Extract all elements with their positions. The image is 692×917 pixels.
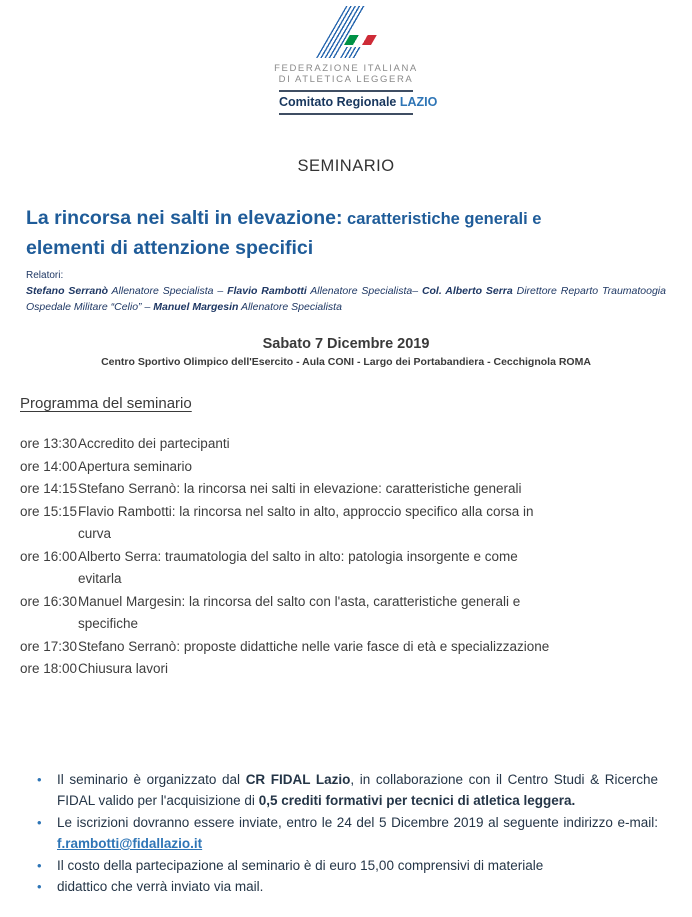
email-link[interactable]: f.rambotti@fidallazio.it: [57, 836, 203, 851]
speaker-role: Allenatore Specialista: [108, 285, 214, 297]
speaker-name: Manuel Margesin: [153, 301, 239, 313]
program-time: ore 17:30: [20, 638, 78, 654]
bullet-item: [20, 855, 658, 877]
page-title: [26, 203, 666, 262]
speaker-role: Direttore Reparto Traumatoogia Ospedale Militare “Celio”: [26, 285, 666, 313]
program-text: Apertura seminario: [78, 458, 193, 474]
bullet-text: didattico che verrà inviato via mail.: [57, 879, 264, 894]
program-list: [20, 433, 662, 681]
fidal-logo-icon: [304, 6, 388, 58]
program-time: ore 18:00: [20, 661, 78, 676]
bold-text: CR FIDAL Lazio: [245, 771, 351, 787]
program-time: ore 15:15: [20, 503, 78, 519]
program-row: [20, 501, 662, 546]
bullet-item: [20, 769, 658, 812]
program-text: Stefano Serranò: proposte didattiche nelle varie fasce di età e specializzazione: [78, 638, 550, 654]
program-time: ore 16:00: [20, 548, 78, 564]
fidal-stripes-small-icon: [340, 47, 361, 58]
speaker-name: Col. Alberto Serra: [421, 285, 513, 297]
bullet-text: Le iscrizioni dovranno essere inviate, entro le 24 del 5 Dicembre 2019 al seguente indirizzo e-mail: f.rambotti@fidallazio.it: [57, 814, 658, 851]
speaker-name: Flavio Rambotti: [227, 285, 307, 297]
program-text: Flavio Rambotti: la rincorsa nel salto in alto, approccio specifico alla corsa in curva: [78, 503, 534, 541]
notes-section: [20, 769, 658, 898]
bullet-text: Il costo della partecipazione al seminario è di euro 15,00 comprensivi di materiale: [57, 857, 544, 873]
bullet-item: [20, 812, 658, 855]
program-row: [20, 478, 662, 501]
program-row: [20, 591, 662, 636]
speaker-separator: –: [213, 285, 228, 297]
program-text: Manuel Margesin: la rincorsa del salto con l'asta, caratteristiche generali e specifiche: [78, 593, 521, 631]
program-row: [20, 636, 662, 659]
program-row: [20, 433, 662, 456]
program-time: ore 14:00: [20, 458, 78, 474]
program-text: Chiusura lavori: [78, 661, 169, 676]
speakers-section: [26, 269, 666, 315]
program-time: ore 16:30: [20, 593, 78, 609]
committee-region: LAZIO: [399, 95, 438, 109]
speakers-label: Relatori:: [26, 270, 64, 281]
title-main: La rincorsa nei salti in elevazione:: [26, 207, 343, 229]
title-line1: [26, 203, 666, 235]
title-rest: caratteristiche generali e: [342, 210, 542, 228]
bullet-text: Il seminario è organizzato dal CR FIDAL Lazio, in collaborazione con il Centro Studi & Ricerche FIDAL valido per l'acquisizione di 0,5 crediti formativi per tecnici di atletica leggera.: [57, 771, 659, 808]
program-row: [20, 546, 662, 591]
program-text: Accredito dei partecipanti: [78, 436, 230, 451]
bullet-item: [20, 876, 658, 898]
bold-text: 0,5 crediti formativi per tecnici di atletica leggera.: [258, 793, 576, 808]
title-line2: elementi di attenzione specifici: [26, 237, 314, 259]
program-text: Alberto Serra: traumatologia del salto in alto: patologia insorgente e come evitarla: [78, 548, 518, 586]
program-row: [20, 456, 662, 479]
speaker-role: Allenatore Specialista: [306, 285, 413, 297]
bullet-icon: •: [37, 771, 42, 787]
federation-name-line2: DI ATLETICA LEGGERA: [278, 74, 414, 85]
program-text: Stefano Serranò: la rincorsa nei salti in elevazione: caratteristiche generali: [78, 481, 522, 496]
federation-name-line1: FEDERAZIONE ITALIANA: [274, 63, 418, 74]
program-time: ore 14:15: [20, 481, 78, 496]
seminario-heading: SEMINARIO: [297, 157, 395, 175]
bullet-icon: •: [37, 879, 42, 894]
speaker-role: Allenatore Specialista: [238, 301, 342, 313]
committee-prefix: Comitato Regionale: [279, 95, 397, 109]
bullet-icon: •: [37, 814, 42, 830]
program-time: ore 13:30: [20, 436, 78, 451]
italian-flag-icon: [344, 35, 377, 45]
regional-committee-banner: [279, 90, 438, 115]
event-location: Centro Sportivo Olimpico dell'Esercito - Aula CONI - Largo dei Portabandiera - Cecchignola ROMA: [101, 356, 591, 368]
speakers-line: [26, 283, 666, 315]
federation-header: [0, 0, 692, 115]
program-heading: Programma del seminario: [20, 395, 192, 412]
event-date: Sabato 7 Dicembre 2019: [262, 336, 430, 352]
bullet-icon: •: [37, 857, 42, 873]
program-row: [20, 658, 662, 681]
speaker-separator: –: [412, 285, 422, 297]
speaker-separator: –: [141, 301, 154, 313]
speaker-name: Stefano Serranò: [26, 285, 109, 297]
